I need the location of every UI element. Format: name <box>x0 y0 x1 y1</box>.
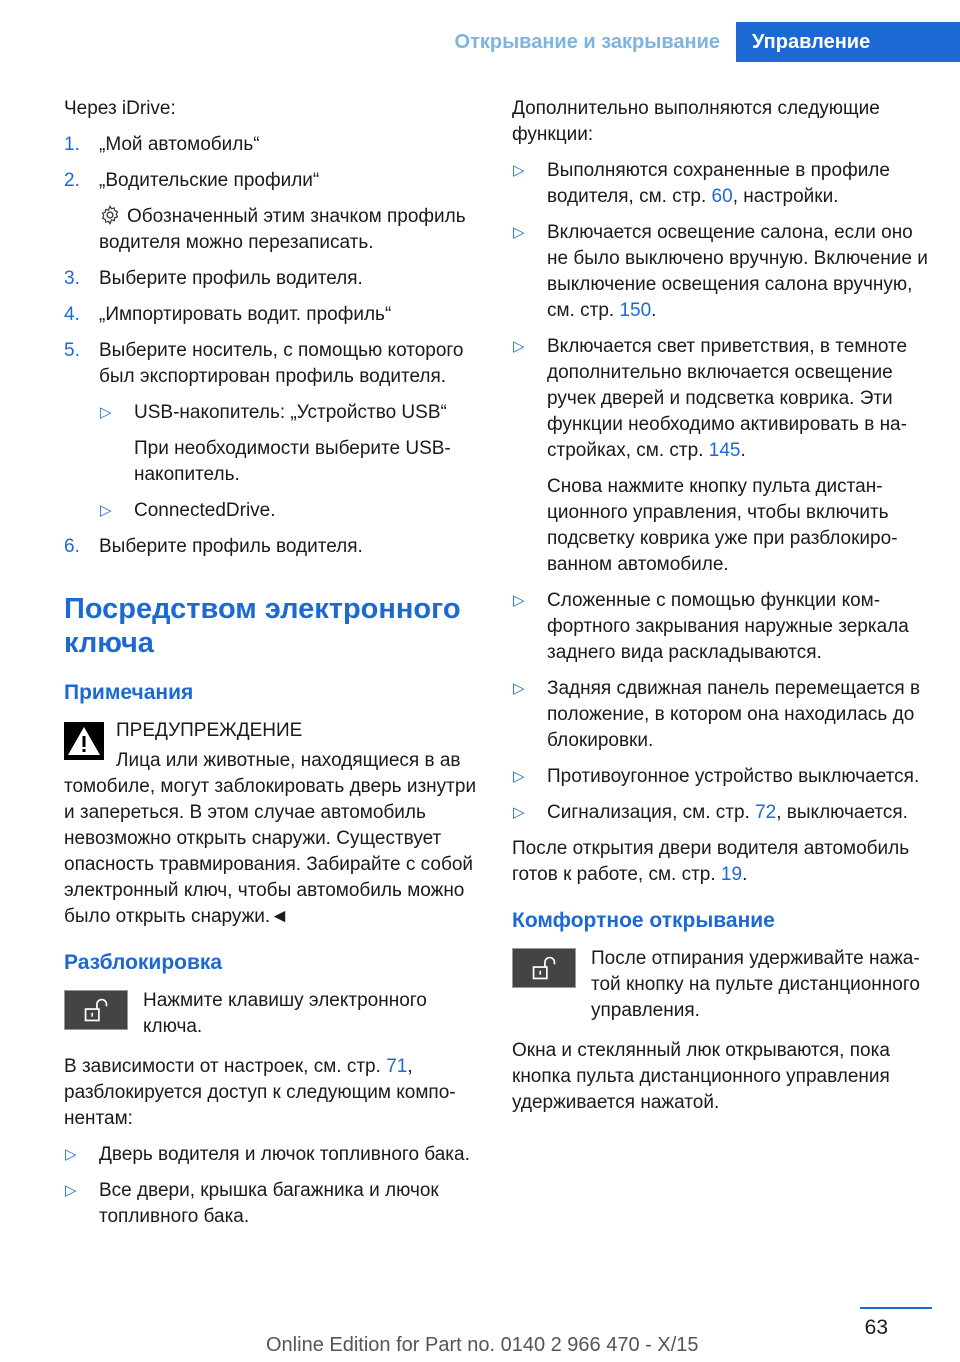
list-item <box>99 400 479 488</box>
page-link[interactable]: 71 <box>386 1056 408 1077</box>
bullet-text: Сложенные с помощью функции комфортного закрывания наружные зеркала заднего вида раскладываются. <box>547 590 909 663</box>
page-link[interactable]: 145 <box>708 440 741 461</box>
gear-note-text: Обозначенный этим значком профиль водителя можно перезаписать. <box>99 206 466 253</box>
step-number: 4. <box>64 304 80 325</box>
bullet-note: Снова нажмите кнопку пульта дистанционного управления, чтобы включить подсветку коврика уже при разблокированном автомобиле. <box>547 476 898 575</box>
list-item <box>512 588 932 666</box>
step-text: „Импортировать водит. профиль“ <box>99 304 392 325</box>
footer-edition: Online Edition for Part no. 0140 2 966 470 - X/15 <box>266 1334 699 1356</box>
list-item <box>64 534 479 560</box>
settings-text-b: , разблокируется доступ к следующим компонентам: <box>64 1056 456 1129</box>
list-item <box>64 1178 479 1230</box>
page-link[interactable]: 150 <box>619 300 652 321</box>
bullet-text: Выполняются сохраненные в профиле водителя, см. стр. <box>547 160 890 207</box>
list-item <box>512 158 932 210</box>
media-options <box>99 400 479 524</box>
warning-first-line: Лица или животные, находящиеся в ав <box>116 750 461 771</box>
section-heading: Посредством электронного ключа <box>64 593 461 659</box>
bullet-text: Включается освещение салона, если оно не было выключено вручную. Включение и выключение освещения салона вручную, см. стр. <box>547 222 928 321</box>
comfort-heading: Комфортное открывание <box>512 909 775 932</box>
after-open-text-b: . <box>742 864 748 885</box>
bullet-icon: ▷ <box>513 162 525 179</box>
bullet-text-end: . <box>740 440 746 461</box>
bullet-icon: ▷ <box>513 768 525 785</box>
step-number: 3. <box>64 268 80 289</box>
page-number: 63 <box>864 1316 888 1339</box>
comfort-text: После отпирания удерживайте нажатой кнопку на пульте дистанционного управления. <box>591 948 920 1021</box>
bullet-text-end: . <box>651 300 657 321</box>
list-item <box>64 1142 479 1168</box>
step-number: 2. <box>64 170 80 191</box>
list-item <box>512 764 932 790</box>
steps-list <box>64 132 479 560</box>
bullet-text-end: , настройки. <box>732 186 839 207</box>
usb-item: USB-накопитель: „Устройство USB“ <box>134 402 447 423</box>
intro-text: Через iDrive: <box>64 98 176 119</box>
bullet-text: Дверь водителя и лючок топливного бака. <box>99 1144 470 1165</box>
bullet-icon: ▷ <box>100 404 112 421</box>
bullet-icon: ▷ <box>513 680 525 697</box>
page-link[interactable]: 60 <box>711 186 733 207</box>
unlock-block <box>64 988 479 1040</box>
step-text: „Водительские профили“ <box>99 170 320 191</box>
page-header <box>0 22 960 62</box>
warning-block <box>64 718 479 930</box>
list-item <box>512 676 932 754</box>
unlock-text: Нажмите клавишу электронного ключа. <box>143 990 427 1037</box>
list-item <box>99 498 479 524</box>
page-number-rule <box>860 1307 932 1309</box>
step-number: 6. <box>64 536 80 557</box>
settings-text-a: В зависимости от настроек, см. стр. <box>64 1056 387 1077</box>
step-text: Выберите носитель, с помощью которого был экспортирован профиль водителя. <box>99 340 464 387</box>
page-link[interactable]: 72 <box>755 802 777 823</box>
warning-title: ПРЕДУПРЕЖДЕНИЕ <box>116 720 303 741</box>
section-title: Открывание и закрывание <box>454 31 720 53</box>
list-item <box>64 302 479 328</box>
left-column <box>64 96 479 1240</box>
list-item <box>512 220 932 324</box>
step-text: Выберите профиль водителя. <box>99 268 363 289</box>
bullet-text: Противоугонное устройство выключается. <box>547 766 920 787</box>
page-link[interactable]: 19 <box>720 864 743 885</box>
connected-drive-item: ConnectedDrive. <box>134 500 276 521</box>
after-open-text <box>512 836 932 888</box>
bullet-icon: ▷ <box>513 224 525 241</box>
right-column <box>512 96 932 1126</box>
bullet-icon: ▷ <box>65 1146 77 1163</box>
right-intro: Дополнительно выполняются следующие функции: <box>512 98 880 145</box>
chapter-tab[interactable]: Управление <box>736 22 960 62</box>
list-item <box>64 338 479 524</box>
usb-note: При необходимости выберите USB-накопитель. <box>134 438 451 485</box>
after-open-text-a: После открытия двери водителя автомобиль готов к работе, см. стр. <box>512 838 910 885</box>
list-item <box>512 800 932 826</box>
warning-text: томобиле, могут заблокировать дверь изнутри и запереться. В этом случае автомобиль невозможно открыть снаружи. Существует опасность травмирования. Забирайте с собой электронный ключ, чтобы автомобиль можно было открыть снаружи.◄ <box>64 776 477 927</box>
bullet-text-end: , выключается. <box>776 802 908 823</box>
list-item <box>64 266 479 292</box>
bullet-text: Включается свет приветствия, в темноте дополнительно включается освещение ручек дверей и подсветка коврика. Эти функции необходимо активировать в настройках, см. стр. <box>547 336 908 461</box>
list-item <box>64 132 479 158</box>
unlock-heading: Разблокировка <box>64 951 223 974</box>
bullet-text: Все двери, крышка багажника и лючок топливного бака. <box>99 1180 439 1227</box>
comfort-block <box>512 946 932 1024</box>
step-text: Выберите профиль водителя. <box>99 536 363 557</box>
bullet-icon: ▷ <box>65 1182 77 1199</box>
windows-text: Окна и стеклянный люк открываются, пока кнопка пульта дистанционного управления удерживается нажатой. <box>512 1040 890 1113</box>
bullet-icon: ▷ <box>513 804 525 821</box>
bullet-text: Задняя сдвижная панель перемещается в положение, в котором она находилась до блокировки. <box>547 678 921 751</box>
notes-heading: Примечания <box>64 681 194 704</box>
bullet-icon: ▷ <box>100 502 112 519</box>
bullet-icon: ▷ <box>513 338 525 355</box>
step-number: 5. <box>64 340 80 361</box>
step-number: 1. <box>64 134 80 155</box>
unlock-key-icon <box>512 948 576 988</box>
bullet-text: Сигнализация, см. стр. <box>547 802 756 823</box>
gear-icon <box>99 204 121 226</box>
list-item <box>64 168 479 256</box>
settings-text <box>64 1054 479 1132</box>
list-item <box>512 334 932 578</box>
warning-icon <box>64 722 104 760</box>
bullet-icon: ▷ <box>513 592 525 609</box>
step-text: „Мой автомобиль“ <box>99 134 260 155</box>
gear-note <box>99 204 479 256</box>
unlock-key-icon <box>64 990 128 1030</box>
